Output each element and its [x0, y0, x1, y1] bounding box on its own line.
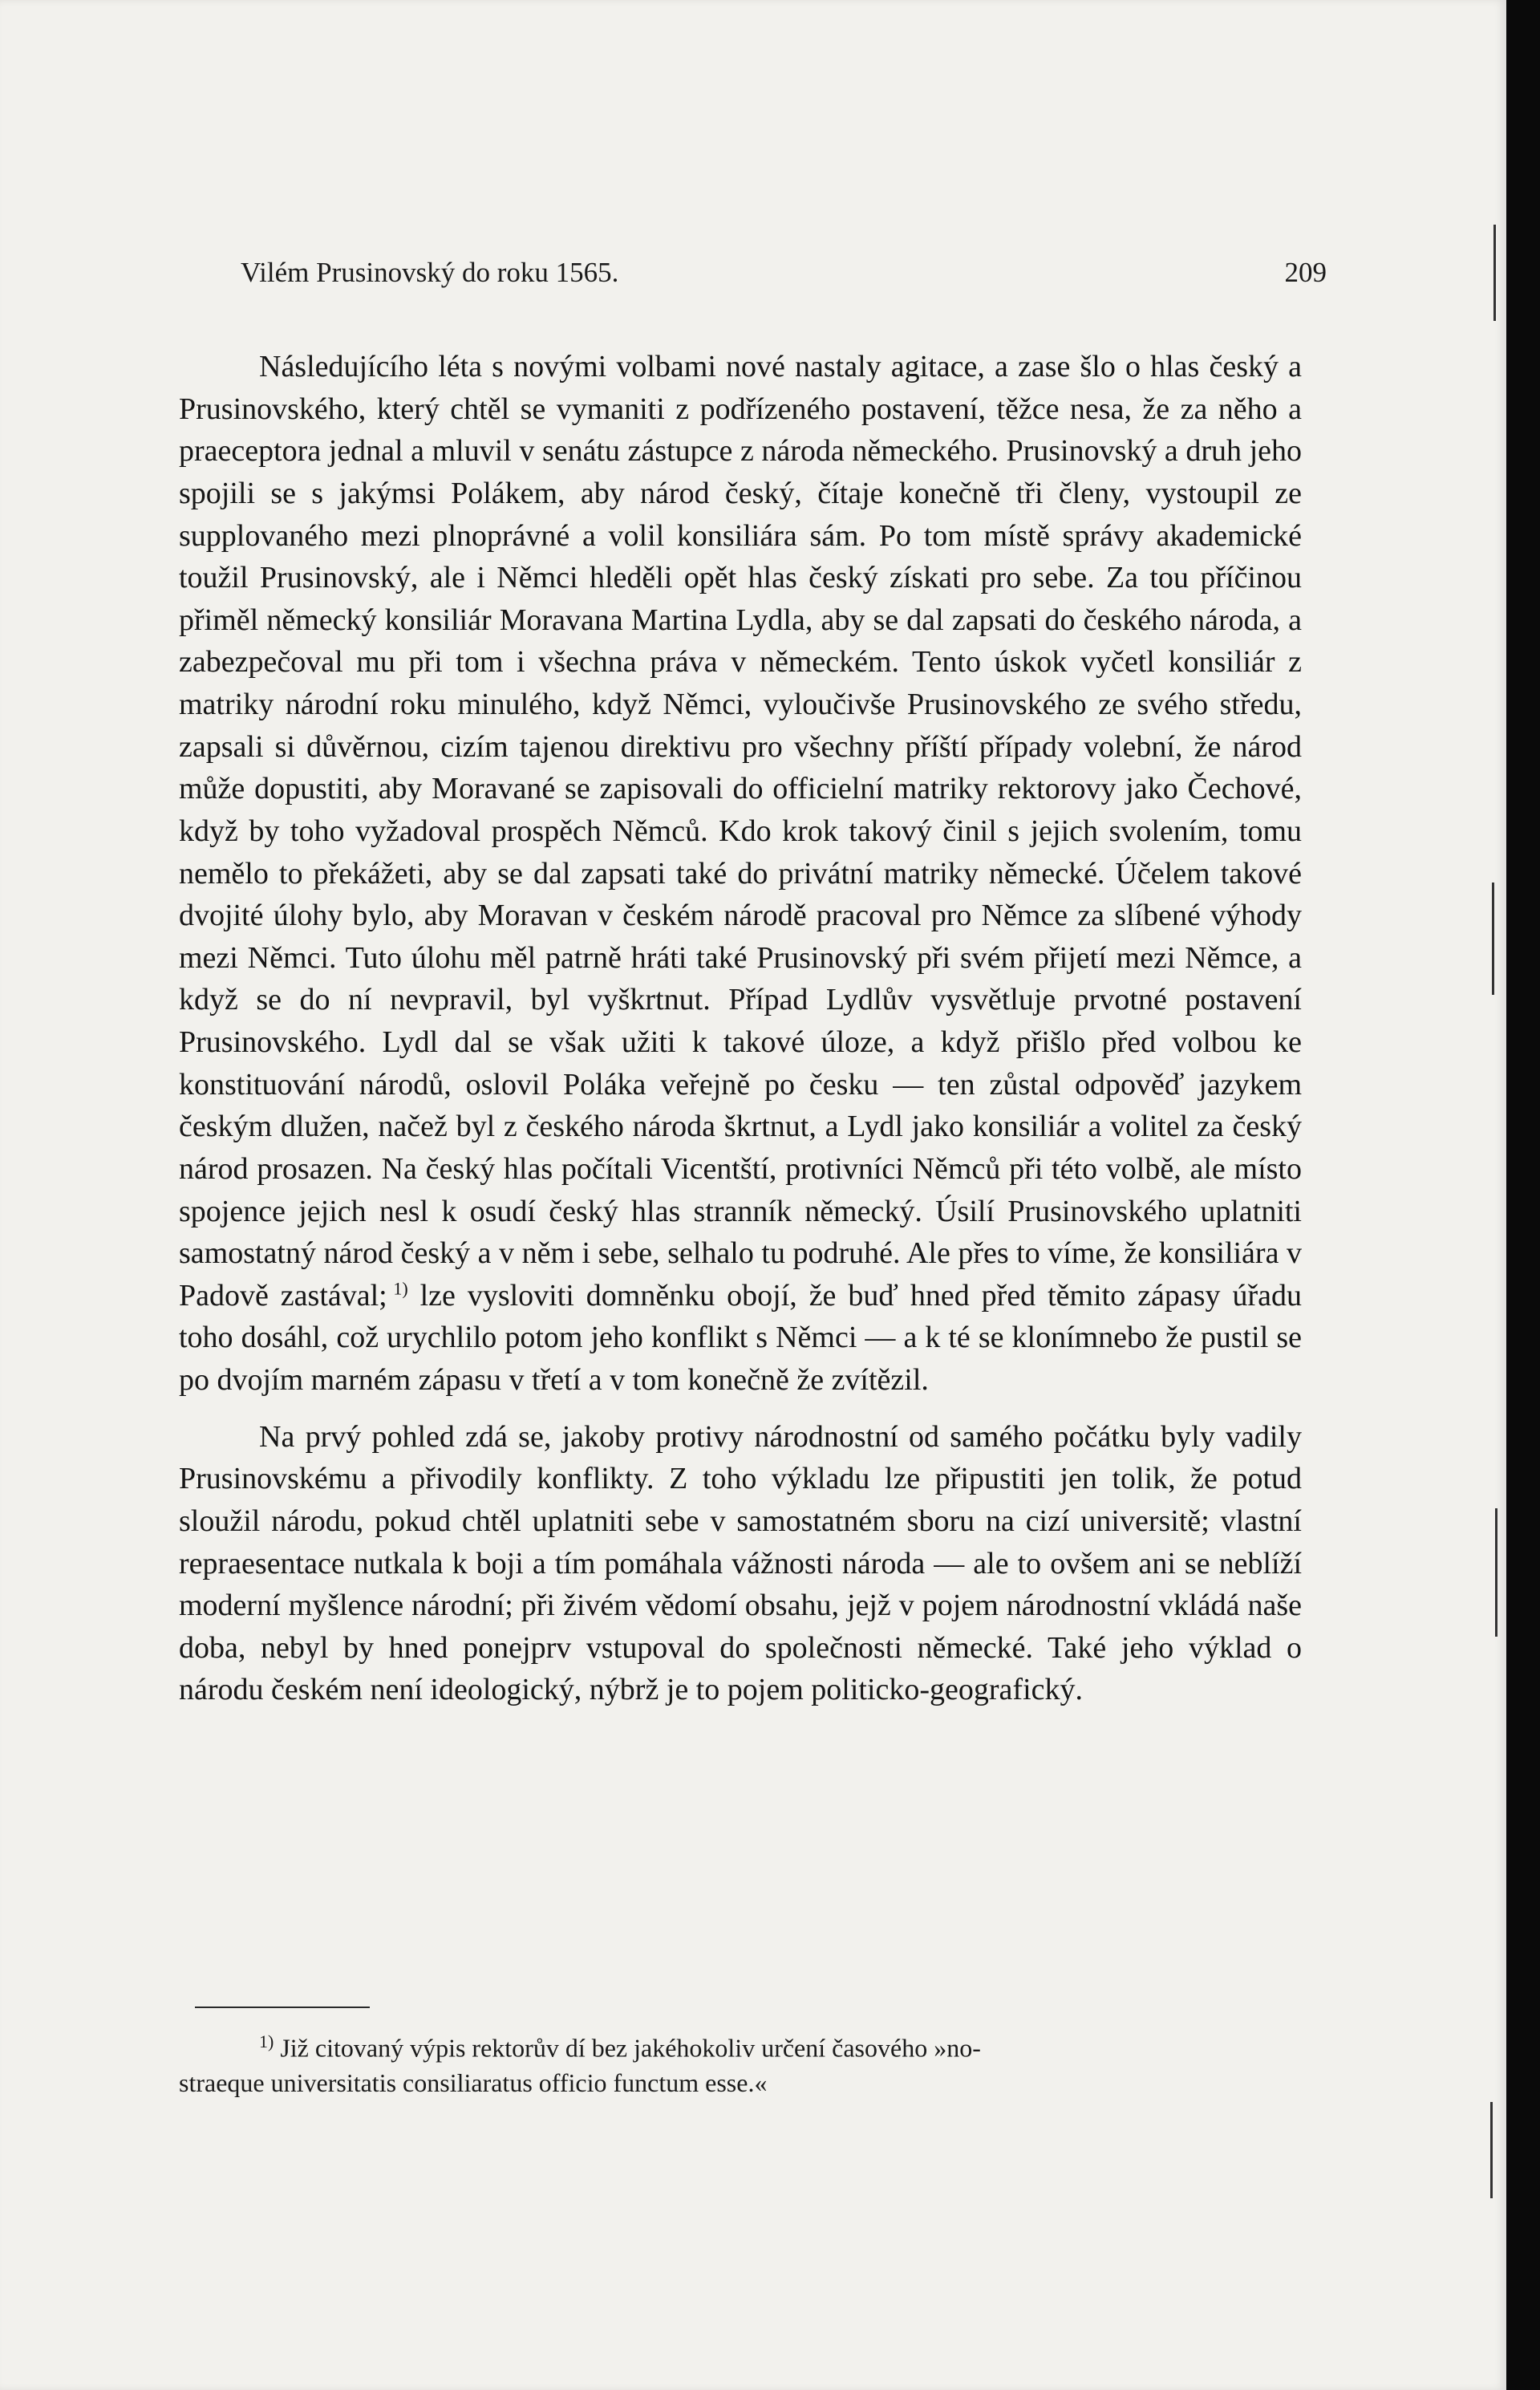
footnote-reference: 1)	[393, 1278, 408, 1299]
edge-mark	[1495, 1508, 1497, 1637]
body-text	[179, 346, 1302, 1711]
running-title: Vilém Prusinovský do roku 1565.	[241, 257, 619, 288]
paragraph-2	[179, 1416, 1302, 1711]
edge-mark	[1492, 883, 1494, 995]
paragraph-2-text: Na prvý pohled zdá se, jakoby protivy národnostní od samého počátku byly vadily Prusinovskému a přivodily konflikty. Z toho výkladu lze připustiti jen tolik, že potud sloužil národu, pokud chtěl uplatniti sebe v samostatném sboru na cizí universitě; vlastní repraesentace nutkala k boji a tím pomáhala vážnosti národa — ale to ovšem ani se neblíží moderní myšlence národní; při živém vědomí obsahu, jejž v pojem národnostní vkládá naše doba, nebyl by hned ponejprv vstupoval do společnosti německé. Také jeho výklad o národu českém není ideologický, nýbrž je to pojem politicko-geografický.	[179, 1419, 1302, 1707]
page-number: 209	[1284, 257, 1327, 288]
footnote-text-1: Již citovaný výpis rektorův dí bez jakéhokoliv určení časového »no-	[280, 2033, 981, 2063]
paragraph-1	[179, 346, 1302, 1402]
footnote-line-2: straeque universitatis consiliaratus officio functum esse.«	[179, 2068, 768, 2098]
paragraph-1-continuation: lze vysloviti domněnku obojí, že buď hned před těmito zápasy úřadu toho dosáhl, což urychlilo potom jeho konflikt s Němci — a k té se klonímnebo že pustil se po dvojím marném zápasu v třetí a v tom konečně že zvítězil.	[179, 1278, 1302, 1397]
footnote-mark: 1)	[259, 2031, 274, 2051]
edge-mark	[1493, 225, 1496, 321]
footnote-line-1	[179, 2030, 1298, 2066]
footnote	[179, 2030, 1298, 2101]
edge-mark	[1490, 2102, 1493, 2198]
paragraph-1-text: Následujícího léta s novými volbami nové nastaly agitace, a zase šlo o hlas český a Prusinovského, který chtěl se vymaniti z podřízeného postavení, těžce nesa, že za něho a praeceptora jednal a mluvil v senátu zástupce z národa německého. Prusinovský a druh jeho spojili se s jakýmsi Polákem, aby národ český, čítaje konečně tři členy, vystoupil ze supplovaného mezi plnoprávné a volil konsiliára sám. Po tom místě správy akademické toužil Prusinovský, ale i Němci hleděli opět hlas český získati pro sebe. Za tou příčinou přiměl německý konsiliár Moravana Martina Lydla, aby se dal zapsati do českého národa, a zabezpečoval mu při tom i všechna práva v německém. Tento úskok vyčetl konsiliár z matriky národní roku minulého, když Němci, vyloučivše Prusinovského ze svého středu, zapsali si důvěrnou, cizím tajenou direktivu pro všechny příští případy volební, že národ může dopustiti, aby Moravané se zapisovali do officielní matriky rektorovy jako Čechové, když by toho vyžadoval prospěch Němců. Kdo krok takový činil s jejich svolením, tomu nemělo to překážeti, aby se dal zapsati také do privátní matriky německé. Účelem takové dvojité úlohy bylo, aby Moravan v českém národě pracoval pro Němce za slíbené výhody mezi Němci. Tuto úlohu měl patrně hráti také Prusinovský při svém přijetí mezi Němce, a když se do ní nevpravil, byl vyškrtnut. Případ Lydlův vysvětluje prvotné postavení Prusinovského. Lydl dal se však užiti k takové úloze, a když přišlo před volbou ke konstituování národů, oslovil Poláka veřejně po česku — ten zůstal odpověď jazykem českým dlužen, načež byl z českého národa škrtnut, a Lydl jako konsiliár a volitel za český národ prosazen. Na český hlas počítali Vicentští, protivníci Němců při této volbě, ale místo spojence jejich nesl k osudí český hlas stranník německý. Úsilí Prusinovského uplatniti samostatný národ český a v něm i sebe, selhalo tu podruhé. Ale přes to víme, že konsiliára v Padově zastával;	[179, 350, 1302, 1313]
footnote-separator	[195, 2007, 370, 2008]
